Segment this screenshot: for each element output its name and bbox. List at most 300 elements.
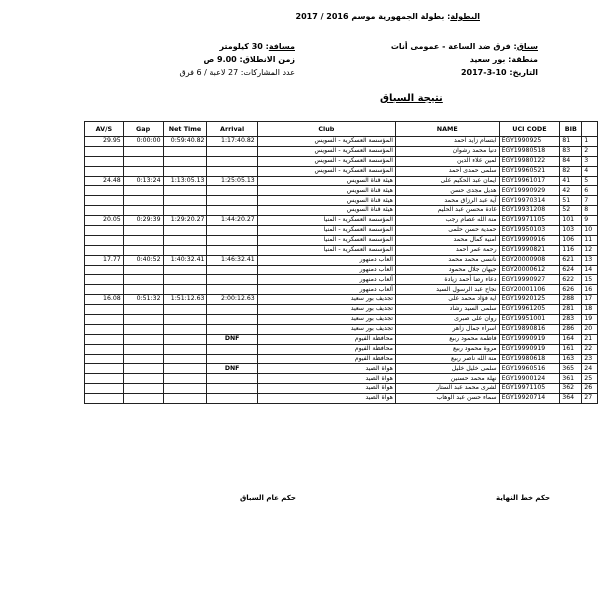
cell-name: ايمان عبد الحكيم على bbox=[395, 176, 499, 186]
cell-uci-code: EGY19890816 bbox=[499, 324, 560, 334]
cell-club: هيئة قناة السويس bbox=[257, 206, 395, 216]
table-row bbox=[85, 146, 598, 156]
cell-rank: 1 bbox=[582, 137, 598, 147]
race-label: سباق bbox=[516, 42, 538, 51]
distance-value: : 30 كيلومتر bbox=[219, 42, 269, 51]
table-row bbox=[85, 196, 598, 206]
cell-net-time bbox=[163, 334, 207, 344]
cell-name: دنيا محمد رشوان bbox=[395, 146, 499, 156]
cell-net-time bbox=[163, 324, 207, 334]
cell-avs bbox=[85, 305, 124, 315]
cell-avs bbox=[85, 285, 124, 295]
cell-bib: 365 bbox=[560, 364, 582, 374]
cell-gap bbox=[123, 334, 163, 344]
cell-avs bbox=[85, 196, 124, 206]
cell-avs bbox=[85, 166, 124, 176]
cell-club: ألعاب دمنهور bbox=[257, 275, 395, 285]
cell-gap: 0:13:24 bbox=[123, 176, 163, 186]
cell-bib: 283 bbox=[560, 315, 582, 325]
cell-bib: 103 bbox=[560, 226, 582, 236]
cell-gap bbox=[123, 186, 163, 196]
cell-bib: 161 bbox=[560, 344, 582, 354]
cell-arrival bbox=[207, 146, 257, 156]
cell-rank: 16 bbox=[582, 285, 598, 295]
cell-rank: 5 bbox=[582, 176, 598, 186]
cell-gap bbox=[123, 166, 163, 176]
cell-uci-code: EGY19980518 bbox=[499, 146, 560, 156]
cell-rank: 6 bbox=[582, 186, 598, 196]
col-name: NAME bbox=[395, 122, 499, 137]
cell-arrival bbox=[207, 166, 257, 176]
table-row bbox=[85, 315, 598, 325]
cell-net-time bbox=[163, 364, 207, 374]
table-row bbox=[85, 334, 598, 344]
cell-name: مروة محمود ربيع bbox=[395, 344, 499, 354]
cell-rank: 20 bbox=[582, 324, 598, 334]
cell-avs bbox=[85, 235, 124, 245]
cell-bib: 42 bbox=[560, 186, 582, 196]
date-line bbox=[461, 68, 538, 77]
cell-name: فاطمة محمود ربيع bbox=[395, 334, 499, 344]
cell-uci-code: EGY19920714 bbox=[499, 394, 560, 404]
table-row bbox=[85, 275, 598, 285]
col-avs: AV/S bbox=[85, 122, 124, 137]
table-row bbox=[85, 384, 598, 394]
cell-gap bbox=[123, 324, 163, 334]
table-row bbox=[85, 344, 598, 354]
table-row bbox=[85, 156, 598, 166]
cell-uci-code: EGY19931208 bbox=[499, 206, 560, 216]
cell-rank: 22 bbox=[582, 344, 598, 354]
cell-net-time: 1:51:12.63 bbox=[163, 295, 207, 305]
cell-gap bbox=[123, 156, 163, 166]
cell-arrival: DNF bbox=[207, 364, 257, 374]
cell-net-time bbox=[163, 315, 207, 325]
cell-club: هواة الصيد bbox=[257, 384, 395, 394]
finish-judge-signature: حكم خط النهاية bbox=[496, 494, 551, 502]
cell-avs bbox=[85, 226, 124, 236]
cell-club: ألعاب دمنهور bbox=[257, 265, 395, 275]
cell-arrival: 1:46:32.41 bbox=[207, 255, 257, 265]
cell-arrival bbox=[207, 324, 257, 334]
cell-net-time bbox=[163, 265, 207, 275]
cell-club: المؤسسة العسكرية - المنيا bbox=[257, 245, 395, 255]
cell-name: لشرى محمد عبد الستار bbox=[395, 384, 499, 394]
cell-avs bbox=[85, 315, 124, 325]
table-row bbox=[85, 285, 598, 295]
cell-uci-code: EGY19971105 bbox=[499, 384, 560, 394]
cell-name: نانسى محمد محمد bbox=[395, 255, 499, 265]
cell-net-time bbox=[163, 235, 207, 245]
cell-gap bbox=[123, 344, 163, 354]
cell-uci-code: EGY20000612 bbox=[499, 265, 560, 275]
cell-name: رحمة عمر أحمد bbox=[395, 245, 499, 255]
cell-bib: 41 bbox=[560, 176, 582, 186]
cell-avs bbox=[85, 156, 124, 166]
cell-club: المؤسسة العسكرية - السويس bbox=[257, 146, 395, 156]
cell-avs bbox=[85, 275, 124, 285]
cell-arrival: DNF bbox=[207, 334, 257, 344]
cell-club: المؤسسة العسكرية - السويس bbox=[257, 166, 395, 176]
cell-rank: 8 bbox=[582, 206, 598, 216]
table-row bbox=[85, 394, 598, 404]
cell-rank: 15 bbox=[582, 275, 598, 285]
cell-uci-code: EGY19961205 bbox=[499, 305, 560, 315]
cell-name: غادة محسن عبد الحليم bbox=[395, 206, 499, 216]
cell-avs: 20.05 bbox=[85, 216, 124, 226]
cell-rank: 4 bbox=[582, 166, 598, 176]
table-row bbox=[85, 295, 598, 305]
cell-rank: 13 bbox=[582, 255, 598, 265]
cell-arrival bbox=[207, 305, 257, 315]
cell-club: هواة الصيد bbox=[257, 394, 395, 404]
cell-gap bbox=[123, 374, 163, 384]
cell-bib: 281 bbox=[560, 305, 582, 315]
cell-name: اسراء جمال زاهر bbox=[395, 324, 499, 334]
cell-club: ألعاب دمنهور bbox=[257, 255, 395, 265]
cell-net-time bbox=[163, 245, 207, 255]
cell-rank: 26 bbox=[582, 384, 598, 394]
cell-bib: 621 bbox=[560, 255, 582, 265]
start-time-value: : 9.00 ص bbox=[203, 55, 243, 64]
cell-club: هواة الصيد bbox=[257, 364, 395, 374]
table-row bbox=[85, 226, 598, 236]
cell-avs: 17.77 bbox=[85, 255, 124, 265]
cell-arrival bbox=[207, 394, 257, 404]
cell-club: هيئة قناة السويس bbox=[257, 196, 395, 206]
cell-arrival: 2:00:12.63 bbox=[207, 295, 257, 305]
cell-avs bbox=[85, 146, 124, 156]
cell-gap bbox=[123, 285, 163, 295]
date-value: : 10-3-2017 bbox=[460, 68, 513, 77]
cell-rank: 7 bbox=[582, 196, 598, 206]
cell-name: دعاء رضا أحمد زيادة bbox=[395, 275, 499, 285]
cell-uci-code: EGY19950103 bbox=[499, 226, 560, 236]
cell-arrival bbox=[207, 384, 257, 394]
cell-gap: 0:00:00 bbox=[123, 137, 163, 147]
cell-avs bbox=[85, 334, 124, 344]
cell-uci-code: EGY19960516 bbox=[499, 364, 560, 374]
col-rank bbox=[582, 122, 598, 137]
table-row bbox=[85, 216, 598, 226]
table-row bbox=[85, 374, 598, 384]
cell-club: المؤسسة العسكرية - المنيا bbox=[257, 235, 395, 245]
cell-name: آية عبد الرزاق محمد bbox=[395, 196, 499, 206]
table-row bbox=[85, 206, 598, 216]
cell-net-time bbox=[163, 384, 207, 394]
cell-bib: 364 bbox=[560, 394, 582, 404]
cell-bib: 81 bbox=[560, 137, 582, 147]
table-row bbox=[85, 305, 598, 315]
cell-name: نجاح عبد الرسول السيد bbox=[395, 285, 499, 295]
cell-arrival bbox=[207, 265, 257, 275]
table-row bbox=[85, 324, 598, 334]
cell-club: هيئة قناة السويس bbox=[257, 186, 395, 196]
date-label: التاريخ bbox=[512, 68, 538, 77]
cell-arrival bbox=[207, 186, 257, 196]
cell-avs bbox=[85, 265, 124, 275]
cell-club: هيئة قناة السويس bbox=[257, 176, 395, 186]
cell-rank: 11 bbox=[582, 235, 598, 245]
participants-value: : 27 لاعبة / 6 فرق bbox=[179, 68, 244, 77]
cell-uci-code: EGY20000908 bbox=[499, 255, 560, 265]
cell-uci-code: EGY19990927 bbox=[499, 275, 560, 285]
cell-uci-code: EGY19990916 bbox=[499, 235, 560, 245]
table-row bbox=[85, 137, 598, 147]
region-value: : بور سعيد bbox=[469, 55, 512, 64]
table-row bbox=[85, 166, 598, 176]
cell-rank: 9 bbox=[582, 216, 598, 226]
cell-avs bbox=[85, 344, 124, 354]
cell-net-time bbox=[163, 394, 207, 404]
cell-net-time bbox=[163, 275, 207, 285]
race-judge-signature: حكم عام السباق bbox=[240, 494, 296, 502]
start-time-line bbox=[203, 55, 295, 64]
cell-arrival bbox=[207, 275, 257, 285]
cell-bib: 116 bbox=[560, 245, 582, 255]
cell-gap bbox=[123, 384, 163, 394]
cell-bib: 84 bbox=[560, 156, 582, 166]
cell-gap bbox=[123, 305, 163, 315]
cell-net-time bbox=[163, 196, 207, 206]
cell-club: محافظة الفيوم bbox=[257, 344, 395, 354]
cell-name: حمدية حسن حلمى bbox=[395, 226, 499, 236]
cell-name: سماء حسن عبد الوهاب bbox=[395, 394, 499, 404]
cell-arrival: 1:17:40.82 bbox=[207, 137, 257, 147]
cell-arrival bbox=[207, 354, 257, 364]
cell-arrival bbox=[207, 344, 257, 354]
cell-uci-code: EGY19990821 bbox=[499, 245, 560, 255]
cell-avs bbox=[85, 245, 124, 255]
cell-net-time bbox=[163, 285, 207, 295]
cell-gap bbox=[123, 275, 163, 285]
cell-bib: 622 bbox=[560, 275, 582, 285]
cell-rank: 19 bbox=[582, 315, 598, 325]
col-uci-code: UCI CODE bbox=[499, 122, 560, 137]
cell-gap bbox=[123, 265, 163, 275]
cell-bib: 626 bbox=[560, 285, 582, 295]
cell-gap: 0:51:32 bbox=[123, 295, 163, 305]
cell-rank: 12 bbox=[582, 245, 598, 255]
cell-avs bbox=[85, 374, 124, 384]
cell-bib: 83 bbox=[560, 146, 582, 156]
cell-gap bbox=[123, 146, 163, 156]
col-arrival: Arrival bbox=[207, 122, 257, 137]
region-label: منطقة bbox=[511, 55, 538, 64]
cell-bib: 82 bbox=[560, 166, 582, 176]
cell-name: منة الله عصام رجب bbox=[395, 216, 499, 226]
participants-label: عدد المشاركات bbox=[243, 68, 295, 77]
cell-bib: 163 bbox=[560, 354, 582, 364]
cell-bib: 52 bbox=[560, 206, 582, 216]
table-row bbox=[85, 255, 598, 265]
cell-uci-code: EGY19990929 bbox=[499, 186, 560, 196]
cell-name: آية فؤاد محمد على bbox=[395, 295, 499, 305]
cell-club: تجديف بور سعيد bbox=[257, 324, 395, 334]
cell-avs bbox=[85, 186, 124, 196]
cell-rank: 24 bbox=[582, 364, 598, 374]
cell-uci-code: EGY19920125 bbox=[499, 295, 560, 305]
race-value: : فرق ضد الساعة - عمومى أنات bbox=[390, 42, 517, 51]
col-bib: BIB bbox=[560, 122, 582, 137]
cell-net-time: 1:29:20.27 bbox=[163, 216, 207, 226]
cell-bib: 286 bbox=[560, 324, 582, 334]
cell-uci-code: EGY19971105 bbox=[499, 216, 560, 226]
championship-label: البطولة bbox=[450, 12, 480, 21]
cell-rank: 2 bbox=[582, 146, 598, 156]
cell-avs bbox=[85, 394, 124, 404]
cell-rank: 18 bbox=[582, 305, 598, 315]
race-line bbox=[391, 42, 538, 51]
cell-arrival: 1:44:20.27 bbox=[207, 216, 257, 226]
cell-arrival bbox=[207, 235, 257, 245]
cell-name: روان على صبرى bbox=[395, 315, 499, 325]
region-line bbox=[470, 55, 538, 64]
table-row bbox=[85, 186, 598, 196]
cell-net-time bbox=[163, 344, 207, 354]
cell-bib: 624 bbox=[560, 265, 582, 275]
cell-rank: 21 bbox=[582, 334, 598, 344]
cell-arrival bbox=[207, 226, 257, 236]
cell-uci-code: EGY19961017 bbox=[499, 176, 560, 186]
col-net-time: Net Time bbox=[163, 122, 207, 137]
cell-gap bbox=[123, 315, 163, 325]
cell-net-time bbox=[163, 186, 207, 196]
cell-gap bbox=[123, 196, 163, 206]
championship-text: : بطولة الجمهورية موسم 2016 / 2017 bbox=[295, 12, 451, 21]
cell-name: نهلة محمد حسنين bbox=[395, 374, 499, 384]
cell-net-time: 1:13:05.13 bbox=[163, 176, 207, 186]
cell-avs bbox=[85, 324, 124, 334]
cell-name: جيهان جلال محمود bbox=[395, 265, 499, 275]
table-row bbox=[85, 354, 598, 364]
cell-uci-code: EGY19980618 bbox=[499, 354, 560, 364]
cell-net-time bbox=[163, 374, 207, 384]
cell-avs bbox=[85, 354, 124, 364]
table-row bbox=[85, 364, 598, 374]
cell-club: المؤسسة العسكرية - المنيا bbox=[257, 226, 395, 236]
cell-name: سلمى خليل خليل bbox=[395, 364, 499, 374]
cell-name: لمين علاء الدين bbox=[395, 156, 499, 166]
cell-gap bbox=[123, 394, 163, 404]
cell-bib: 101 bbox=[560, 216, 582, 226]
cell-gap: 0:29:39 bbox=[123, 216, 163, 226]
cell-rank: 25 bbox=[582, 374, 598, 384]
cell-club: تجديف بور سعيد bbox=[257, 305, 395, 315]
distance-line bbox=[220, 42, 296, 51]
cell-rank: 10 bbox=[582, 226, 598, 236]
cell-uci-code: EGY1990925 bbox=[499, 137, 560, 147]
cell-name: أمنية كمال محمد bbox=[395, 235, 499, 245]
cell-bib: 106 bbox=[560, 235, 582, 245]
participants-line bbox=[180, 68, 295, 77]
cell-net-time: 1:40:32.41 bbox=[163, 255, 207, 265]
cell-club: تجديف بور سعيد bbox=[257, 315, 395, 325]
cell-bib: 288 bbox=[560, 295, 582, 305]
cell-gap bbox=[123, 245, 163, 255]
cell-bib: 51 bbox=[560, 196, 582, 206]
championship-title bbox=[295, 12, 480, 21]
cell-net-time bbox=[163, 354, 207, 364]
cell-bib: 362 bbox=[560, 384, 582, 394]
cell-rank: 14 bbox=[582, 265, 598, 275]
cell-uci-code: EGY19970314 bbox=[499, 196, 560, 206]
cell-name: هديل مجدى حسن bbox=[395, 186, 499, 196]
cell-name: ابتسام زايد أحمد bbox=[395, 137, 499, 147]
cell-gap bbox=[123, 354, 163, 364]
cell-arrival bbox=[207, 196, 257, 206]
cell-uci-code: EGY19900124 bbox=[499, 374, 560, 384]
start-time-label: زمن الانطلاق bbox=[242, 55, 295, 64]
cell-avs: 16.08 bbox=[85, 295, 124, 305]
cell-arrival: 1:25:05.13 bbox=[207, 176, 257, 186]
cell-net-time bbox=[163, 305, 207, 315]
table-row bbox=[85, 245, 598, 255]
cell-name: منة الله ناصر ربيع bbox=[395, 354, 499, 364]
cell-rank: 17 bbox=[582, 295, 598, 305]
cell-bib: 361 bbox=[560, 374, 582, 384]
cell-net-time bbox=[163, 226, 207, 236]
cell-arrival bbox=[207, 206, 257, 216]
cell-gap bbox=[123, 226, 163, 236]
cell-net-time bbox=[163, 156, 207, 166]
cell-net-time: 0:59:40.82 bbox=[163, 137, 207, 147]
cell-club: المؤسسة العسكرية - السويس bbox=[257, 137, 395, 147]
cell-net-time bbox=[163, 206, 207, 216]
cell-uci-code: EGY19960521 bbox=[499, 166, 560, 176]
cell-gap bbox=[123, 235, 163, 245]
cell-uci-code: EGY19951001 bbox=[499, 315, 560, 325]
cell-rank: 3 bbox=[582, 156, 598, 166]
col-club: Club bbox=[257, 122, 395, 137]
cell-arrival bbox=[207, 245, 257, 255]
cell-avs: 29.95 bbox=[85, 137, 124, 147]
header-row bbox=[85, 122, 598, 137]
section-title: نتيجة السباق bbox=[380, 93, 443, 104]
table-row bbox=[85, 235, 598, 245]
cell-avs bbox=[85, 206, 124, 216]
cell-arrival bbox=[207, 285, 257, 295]
cell-net-time bbox=[163, 166, 207, 176]
cell-avs bbox=[85, 384, 124, 394]
cell-arrival bbox=[207, 156, 257, 166]
cell-uci-code: EGY19980122 bbox=[499, 156, 560, 166]
results-table bbox=[84, 121, 598, 404]
cell-name: سلمى السيد رشاد bbox=[395, 305, 499, 315]
cell-avs bbox=[85, 364, 124, 374]
cell-club: ألعاب دمنهور bbox=[257, 285, 395, 295]
cell-rank: 27 bbox=[582, 394, 598, 404]
distance-label: مسافة bbox=[268, 42, 295, 51]
cell-avs: 24.48 bbox=[85, 176, 124, 186]
cell-name: سلمى حمدى أحمد bbox=[395, 166, 499, 176]
cell-net-time bbox=[163, 146, 207, 156]
col-gap: Gap bbox=[123, 122, 163, 137]
cell-club: المؤسسة العسكرية - السويس bbox=[257, 156, 395, 166]
cell-rank: 23 bbox=[582, 354, 598, 364]
cell-gap bbox=[123, 206, 163, 216]
cell-club: هواة الصيد bbox=[257, 374, 395, 384]
cell-gap bbox=[123, 364, 163, 374]
cell-arrival bbox=[207, 374, 257, 384]
cell-uci-code: EGY20001106 bbox=[499, 285, 560, 295]
cell-club: المؤسسة العسكرية - المنيا bbox=[257, 216, 395, 226]
cell-bib: 164 bbox=[560, 334, 582, 344]
cell-club: تجديف بور سعيد bbox=[257, 295, 395, 305]
cell-uci-code: EGY19990919 bbox=[499, 344, 560, 354]
cell-uci-code: EGY19990919 bbox=[499, 334, 560, 344]
cell-gap: 0:40:52 bbox=[123, 255, 163, 265]
